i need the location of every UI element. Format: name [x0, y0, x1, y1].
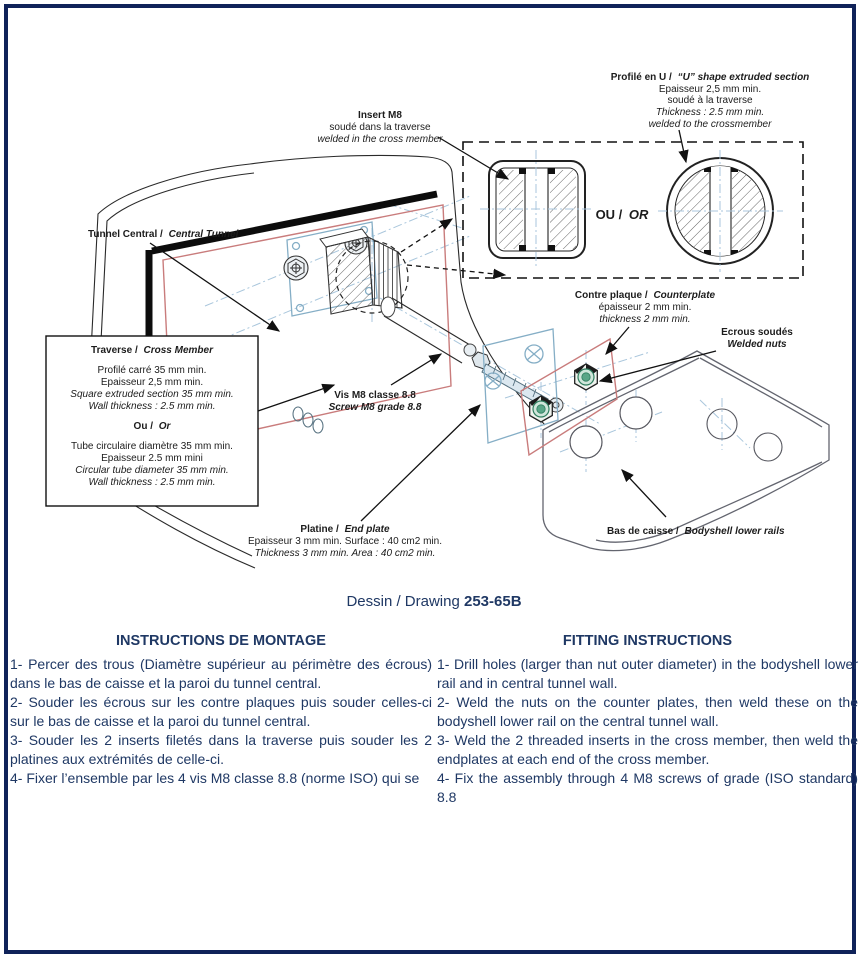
detail-box: [463, 142, 803, 278]
label-contre-plaque: [575, 290, 716, 325]
welded-nut-lower: [530, 396, 553, 422]
svg-text:Epaisseur 2.5 mm mini: Epaisseur 2.5 mm mini: [101, 453, 203, 464]
svg-text:thickness 2 mm min.: thickness 2 mm min.: [599, 314, 691, 325]
label-platine: [248, 524, 442, 559]
circular-section-view: [658, 150, 783, 272]
ou-or-label: OU / OR: [595, 207, 649, 222]
fr-step-2: 2- Souder les écrous sur les contre plaques puis souder celles-ci sur le bas de caisse et la paroi du tunnel central.: [10, 694, 432, 729]
fr-step-4: 4- Fixer l’ensemble par les 4 vis M8 classe 8.8 (norme ISO) qui se: [10, 770, 420, 786]
svg-text:Screw M8 grade 8.8: Screw M8 grade 8.8: [328, 402, 422, 413]
svg-text:Thickness : 2.5 mm min.: Thickness : 2.5 mm min.: [655, 107, 765, 118]
technical-diagram: [0, 53, 868, 585]
svg-text:Contre plaque / Counterp: Contre plaque / Counterplate: [574, 290, 716, 301]
svg-text:Platine / End plate: Platine / End plate: [300, 524, 390, 535]
svg-text:welded to the crossmember: welded to the crossmember: [648, 119, 772, 130]
svg-text:Epaisseur 2,5 mm min.: Epaisseur 2,5 mm min.: [100, 377, 204, 388]
svg-text:Insert M8: Insert M8: [358, 110, 402, 121]
welded-nut-upper: [575, 364, 598, 390]
instructions-en-heading: FITTING INSTRUCTIONS: [562, 633, 733, 649]
fr-step-3: 3- Souder les 2 inserts filetés dans la traverse puis souder les 2 platines aux extrémités de celle-ci.: [10, 732, 432, 767]
svg-text:soudé à la traverse: soudé à la traverse: [667, 95, 753, 106]
label-insert-m8: [317, 110, 443, 145]
instructions-fr-heading: INSTRUCTIONS DE MONTAGE: [116, 633, 326, 649]
label-ecrous-soudes: [721, 327, 793, 350]
svg-text:Epaisseur 3 mm min. Surface :: Epaisseur 3 mm min. Surface : 40 cm2 min.: [248, 536, 442, 547]
svg-text:Wall thickness : 2.5 mm min.: Wall thickness : 2.5 mm min.: [88, 477, 216, 488]
drawing-number: 253-65B: [464, 593, 522, 610]
en-step-1: 1- Drill holes (larger than nut outer diameter) in the bodyshell lower rail and in central tunnel wall.: [437, 656, 858, 691]
label-tunnel-central: Tunnel Central / Central Tunnel: [88, 229, 239, 240]
svg-text:Circular tube diameter 35 mm m: Circular tube diameter 35 mm min.: [75, 465, 229, 476]
traverse-spec-box: [46, 336, 258, 506]
svg-text:Profilé carré 35 mm min.: Profilé carré 35 mm min.: [97, 365, 207, 376]
svg-text:Ecrous soudés: Ecrous soudés: [721, 327, 793, 338]
svg-text:Traverse / Cross Member: Traverse / Cross Member: [91, 345, 213, 356]
square-section-view: [480, 150, 594, 268]
caption-text: Dessin / Drawing: [346, 593, 460, 610]
svg-text:Profilé en U / “U” shape: Profilé en U / “U” shape extruded section: [610, 72, 810, 83]
svg-text:welded in the cross member: welded in the cross member: [317, 134, 443, 145]
svg-text:Epaisseur 2,5 mm min.: Epaisseur 2,5 mm min.: [658, 84, 762, 95]
en-step-2: 2- Weld the nuts on the counter plates, then weld these on the bodyshell lower rail on the central tunnel wall.: [437, 694, 858, 729]
svg-text:Thickness 3 mm min. Area : 40: Thickness 3 mm min. Area : 40 cm2 min.: [254, 548, 436, 559]
instructions-english: [437, 631, 858, 807]
screw-m8-left: [284, 256, 308, 280]
svg-text:Tube circulaire diamètre 35 mm: Tube circulaire diamètre 35 mm min.: [71, 441, 233, 452]
svg-text:soudé dans la traverse: soudé dans la traverse: [329, 122, 431, 133]
en-step-3: 3- Weld the 2 threaded inserts in the cross member, then weld the endplates at each end of the cross member.: [437, 732, 858, 767]
drawing-caption: [0, 593, 868, 610]
label-profile-u: [611, 72, 810, 130]
svg-text:Square extruded section 35 mm: Square extruded section 35 mm min.: [70, 389, 234, 400]
svg-text:Wall thickness : 2.5 mm min.: Wall thickness : 2.5 mm min.: [88, 401, 216, 412]
label-vis-m8: [329, 390, 422, 413]
centerlines: [205, 196, 750, 472]
label-bas-de-caisse: Bas de caisse / Bodyshell lower rails: [607, 526, 785, 537]
fr-step-1: 1- Percer des trous (Diamètre supérieur au périmètre des écrous) dans le bas de caisse et la paroi du tunnel central.: [10, 656, 432, 691]
instructions-french: [10, 631, 432, 788]
svg-text:épaisseur 2 mm min.: épaisseur 2 mm min.: [598, 302, 692, 313]
en-step-4: 4- Fix the assembly through 4 M8 screws of grade (ISO standard) 8.8: [437, 770, 858, 805]
svg-text:Ou / Or: Ou / Or: [133, 421, 171, 432]
svg-text:Vis M8 classe 8.8: Vis M8 classe 8.8: [334, 390, 416, 401]
svg-text:Welded nuts: Welded nuts: [727, 339, 787, 350]
